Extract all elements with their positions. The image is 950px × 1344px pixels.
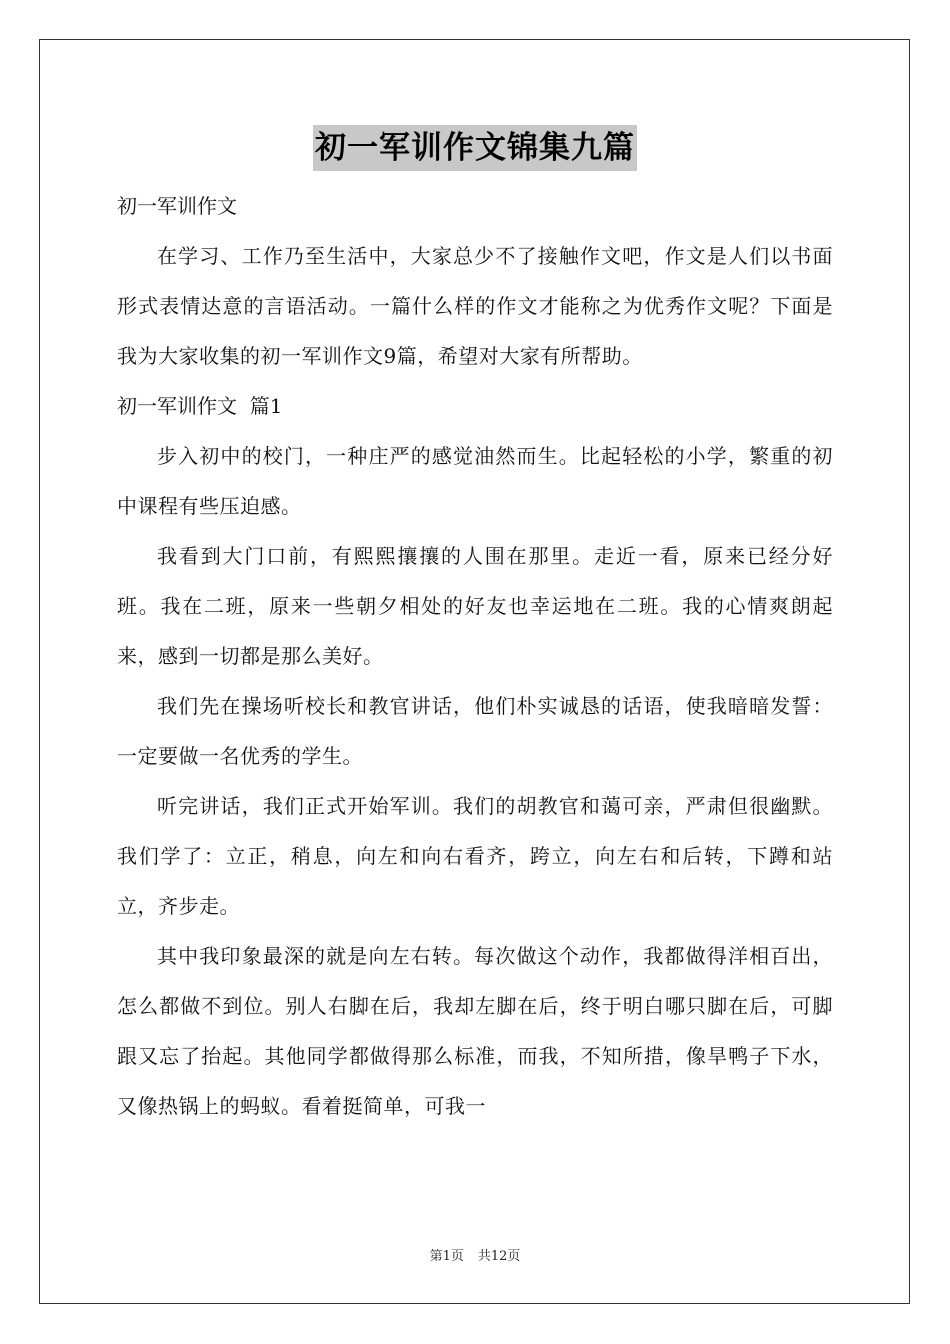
page-total: 共12页 [477, 1249, 521, 1264]
article-heading: 初一军训作文 篇1 [117, 394, 283, 418]
page-footer [0, 1248, 950, 1266]
intro-paragraph: 在学习、工作乃至生活中，大家总少不了接触作文吧，作文是人们以书面形式表情达意的言语活动。一篇什么样的作文才能称之为优秀作文呢？下面是我为大家收集的初一军训作文9篇，希望对大家有所帮助。 [117, 244, 833, 368]
title-container [117, 125, 833, 171]
page-number: 第1页 [429, 1249, 464, 1264]
paragraph: 其中我印象最深的就是向左右转。每次做这个动作，我都做得洋相百出，怎么都做不到位。别人右脚在后，我却左脚在后，终于明白哪只脚在后，可脚跟又忘了抬起。其他同学都做得那么标准，而我，不知所措，像旱鸭子下水，又像热锅上的蚂蚁。看着挺简单，可我一 [117, 944, 833, 1118]
paragraph: 我们先在操场听校长和教官讲话，他们朴实诚恳的话语，使我暗暗发誓：一定要做一名优秀的学生。 [117, 694, 833, 768]
section-heading: 初一军训作文 [117, 194, 237, 218]
paragraph: 我看到大门口前，有熙熙攘攘的人围在那里。走近一看，原来已经分好班。我在二班，原来一些朝夕相处的好友也幸运地在二班。我的心情爽朗起来，感到一切都是那么美好。 [117, 544, 833, 668]
paragraph: 步入初中的校门，一种庄严的感觉油然而生。比起轻松的小学，繁重的初中课程有些压迫感。 [117, 444, 833, 518]
document-body [117, 125, 833, 1131]
paragraph: 听完讲话，我们正式开始军训。我们的胡教官和蔼可亲，严肃但很幽默。我们学了：立正，稍息，向左和向右看齐，跨立，向左右和后转，下蹲和站立，齐步走。 [117, 794, 833, 918]
document-title: 初一军训作文锦集九篇 [313, 125, 637, 171]
